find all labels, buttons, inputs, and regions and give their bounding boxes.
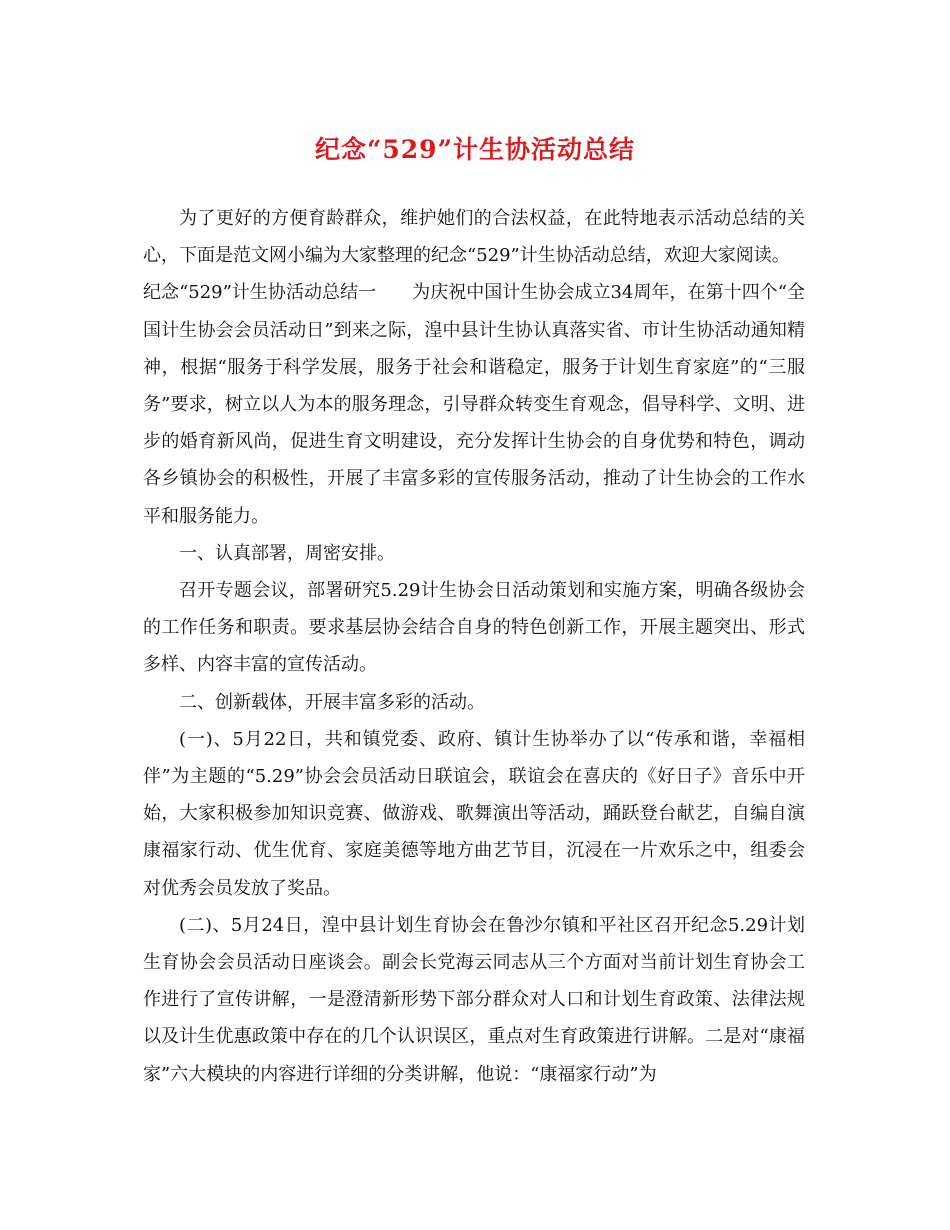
- item-2-paragraph: (二)、5月24日，湟中县计划生育协会在鲁沙尔镇和平社区召开纪念5.29计划生育协会会员活动日座谈会。副会长党海云同志从三个方面对当前计划生育协会工作进行了宣传讲解，一是澄清新形势下部分群众对人口和计划生育政策、法律法规以及计生优惠政策中存在的几个认识误区，重点对生育政策进行讲解。二是对“康福家”六大模块的内容进行详细的分类讲解，他说：“康福家行动”为: [143, 914, 805, 1085]
- item-1-paragraph: (一)、5月22日，共和镇党委、政府、镇计生协举办了以“传承和谐，幸福相伴”为主题的“5.29”协会会员活动日联谊会，联谊会在喜庆的《好日子》音乐中开始，大家积极参加知识竞赛、做游戏、歌舞演出等活动，踊跃登台献艺，自编自演康福家行动、优生优育、家庭美德等地方曲艺节目，沉浸在一片欢乐之中，组委会对优秀会员发放了奖品。: [143, 728, 805, 899]
- section-opening-text: 为庆祝中国计生协会成立34周年，在第十四个“全国计生协会会员活动日”到来之际，湟中县计生协认真落实省、市计生协活动通知精神，根据“服务于科学发展，服务于社会和谐稳定，服务于计划生育家庭”的“三服务”要求，树立以人为本的服务理念，引导群众转变生育观念，倡导科学、文明、进步的婚育新风尚，促进生育文明建设，充分发挥计生协会的自身优势和特色，调动各乡镇协会的积极性，开展了丰富多彩的宣传服务活动，推动了计生协会的工作水平和服务能力。: [143, 282, 805, 527]
- intro-paragraph: 为了更好的方便育龄群众，维护她们的合法权益，在此特地表示活动总结的关心，下面是范文网小编为大家整理的纪念“529”计生协活动总结，欢迎大家阅读。: [143, 208, 805, 267]
- document-title: 纪念“529”计生协活动总结: [315, 135, 635, 164]
- section-paragraph: [143, 274, 805, 534]
- point-1-heading: 一、认真部署，周密安排。: [179, 542, 395, 564]
- section-heading: 纪念“529”计生协活动总结一: [143, 282, 377, 304]
- point-1-paragraph: 召开专题会议，部署研究5.29计生协会日活动策划和实施方案，明确各级协会的工作任务和职责。要求基层协会结合自身的特色创新工作，开展主题突出、形式多样、内容丰富的宣传活动。: [143, 580, 805, 676]
- point-2-heading: 二、创新载体，开展丰富多彩的活动。: [179, 691, 485, 713]
- document-body: [143, 200, 805, 1093]
